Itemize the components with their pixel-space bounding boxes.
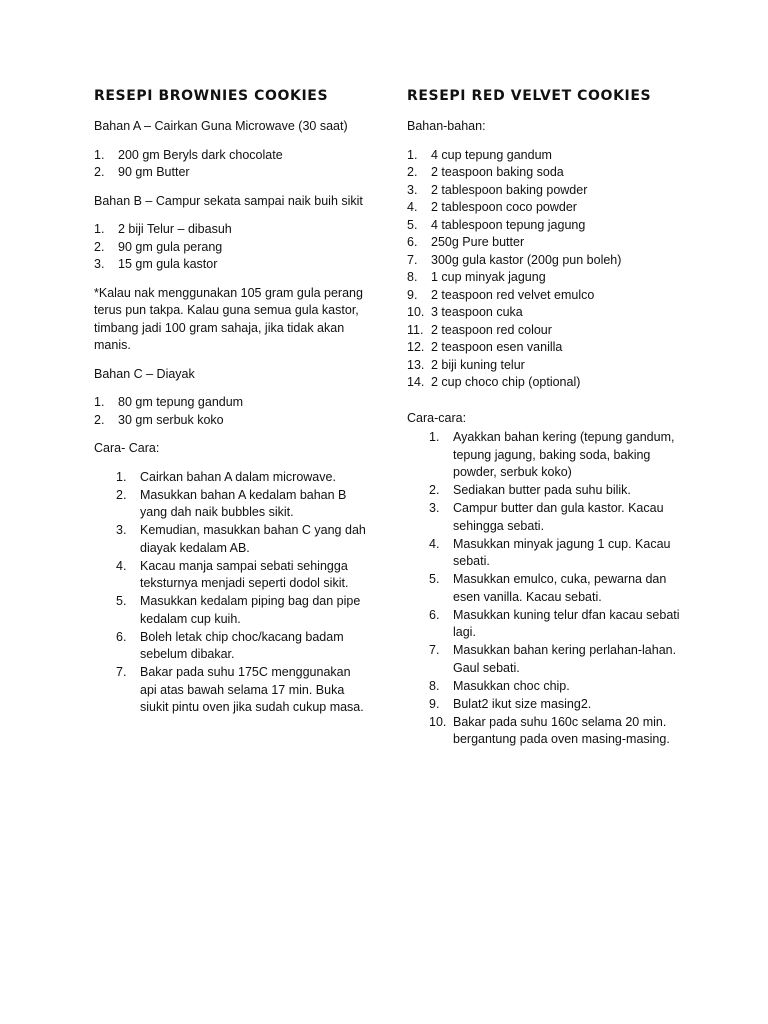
list-item-number: 2. [94, 412, 105, 427]
list-item-number: 5. [407, 217, 418, 232]
list-item [407, 217, 682, 235]
list-item-number: 4. [429, 536, 440, 551]
list-item [407, 714, 682, 749]
bahan-b-list [94, 221, 366, 274]
list-item [407, 322, 682, 340]
list-item-text: 3 teaspoon cuka [431, 305, 523, 319]
list-item-text: Bulat2 ikut size masing2. [453, 696, 592, 711]
list-item [407, 252, 682, 270]
list-item [407, 287, 682, 305]
list-item-number: 1. [94, 222, 105, 236]
list-item-number: 2. [116, 487, 127, 502]
list-item-number: 7. [429, 643, 440, 657]
list-item-text: 30 gm serbuk koko [118, 412, 224, 427]
list-item [407, 374, 682, 392]
list-item-text: Masukkan choc chip. [453, 678, 570, 693]
list-item [94, 629, 366, 664]
list-item-number: 9. [407, 287, 418, 302]
list-item-text: Masukkan bahan kering perlahan-lahan. Gaul sebati. [453, 643, 677, 675]
list-item [407, 696, 682, 714]
bahan-c-list [94, 394, 366, 429]
red-velvet-ingredients-list [407, 147, 682, 392]
red-velvet-method-heading: Cara-cara: [407, 410, 467, 425]
red-velvet-ingredients-heading: Bahan-bahan: [407, 119, 486, 133]
list-item-number: 6. [116, 629, 127, 644]
list-item [407, 304, 682, 322]
list-item-text: 2 teaspoon red velvet emulco [431, 287, 595, 302]
list-item-text: 90 gm Butter [118, 165, 190, 179]
red-velvet-title: RESEPI RED VELVET COOKIES [407, 88, 652, 104]
list-item-text: 4 cup tepung gandum [431, 147, 552, 162]
brownies-method-list [94, 469, 366, 717]
list-item [407, 500, 682, 535]
brownies-recipe-column [94, 88, 366, 728]
list-item-number: 2. [429, 483, 440, 497]
list-item [94, 147, 366, 165]
list-item [94, 487, 366, 522]
bahan-a-heading: Bahan A – Cairkan Guna Microwave (30 saat) [94, 119, 348, 133]
list-item [94, 256, 366, 274]
list-item [94, 394, 366, 412]
list-item-number: 12. [407, 340, 425, 354]
list-item [407, 339, 682, 357]
list-item-number: 6. [407, 235, 418, 249]
bahan-a-list [94, 147, 366, 182]
bahan-c-heading: Bahan C – Diayak [94, 366, 195, 381]
list-item [407, 357, 682, 375]
list-item-number: 10. [407, 305, 425, 319]
list-item-text: Campur butter dan gula kastor. Kacau sehingga sebati. [453, 501, 664, 533]
list-item [94, 522, 366, 557]
list-item-text: Masukkan emulco, cuka, pewarna dan esen vanilla. Kacau sebati. [453, 572, 667, 604]
list-item [407, 536, 682, 571]
list-item-number: 4. [116, 558, 127, 573]
red-velvet-method-list [407, 429, 682, 749]
list-item [407, 199, 682, 217]
list-item-number: 3. [116, 523, 127, 537]
list-item-text: 2 biji Telur – dibasuh [118, 222, 232, 236]
list-item-text: 4 tablespoon tepung jagung [431, 217, 586, 232]
list-item [407, 234, 682, 252]
list-item [94, 469, 366, 487]
list-item-number: 1. [116, 469, 127, 484]
list-item [407, 429, 682, 482]
list-item-text: 300g gula kastor (200g pun boleh) [431, 252, 622, 267]
list-item-number: 14. [407, 375, 425, 389]
list-item-text: Masukkan kedalam piping bag dan pipe kedalam cup kuih. [140, 594, 361, 626]
list-item-number: 11. [407, 322, 424, 337]
list-item [407, 182, 682, 200]
brownies-method-heading: Cara- Cara: [94, 441, 160, 455]
list-item-text: 2 tablespoon baking powder [431, 182, 588, 197]
list-item-number: 1. [407, 147, 418, 162]
bahan-b-heading: Bahan B – Campur sekata sampai naik buih sikit [94, 193, 363, 208]
list-item-number: 1. [429, 430, 440, 444]
list-item [407, 571, 682, 606]
list-item-text: 2 teaspoon red colour [431, 322, 552, 337]
list-item-text: 250g Pure butter [431, 235, 525, 249]
list-item-number: 10. [429, 714, 447, 729]
list-item [407, 678, 682, 696]
list-item-number: 2. [94, 239, 105, 254]
list-item [94, 221, 366, 239]
list-item-text: Ayakkan bahan kering (tepung gandum, tepung jagung, baking soda, baking powder, serbuk koko) [453, 430, 675, 479]
list-item-number: 4. [407, 200, 418, 214]
list-item-number: 1. [94, 395, 105, 409]
list-item-number: 3. [94, 257, 105, 271]
list-item-text: Bakar pada suhu 175C menggunakan api atas bawah selama 17 min. Buka siukit pintu oven jika sudah cukup masa. [140, 665, 364, 714]
list-item-text: 200 gm Beryls dark chocolate [118, 147, 283, 162]
list-item-number: 9. [429, 696, 440, 711]
list-item-number: 8. [407, 270, 418, 284]
list-item [407, 642, 682, 677]
list-item-number: 13. [407, 357, 425, 372]
list-item [407, 607, 682, 642]
list-item-text: 2 cup choco chip (optional) [431, 375, 581, 389]
list-item-number: 1. [94, 147, 105, 162]
list-item-text: 2 biji kuning telur [431, 357, 525, 372]
list-item-text: Masukkan kuning telur dfan kacau sebati lagi. [453, 607, 680, 639]
list-item-number: 2. [407, 165, 418, 179]
list-item [94, 164, 366, 182]
list-item [94, 593, 366, 628]
list-item [94, 558, 366, 593]
list-item-text: Boleh letak chip choc/kacang badam sebelum dibakar. [140, 629, 344, 661]
list-item-text: 15 gm gula kastor [118, 257, 218, 271]
list-item-number: 5. [116, 594, 127, 608]
list-item-text: 2 tablespoon coco powder [431, 200, 577, 214]
list-item [407, 482, 682, 500]
list-item [407, 164, 682, 182]
list-item-number: 2. [94, 165, 105, 179]
list-item-text: Masukkan minyak jagung 1 cup. Kacau sebati. [453, 536, 671, 568]
list-item-text: 2 teaspoon baking soda [431, 165, 564, 179]
list-item-text: Cairkan bahan A dalam microwave. [140, 469, 336, 484]
list-item-number: 6. [429, 607, 440, 622]
list-item-text: 2 teaspoon esen vanilla [431, 340, 563, 354]
list-item-text: 80 gm tepung gandum [118, 395, 244, 409]
red-velvet-recipe-column [407, 88, 682, 760]
list-item [94, 412, 366, 430]
list-item-number: 7. [407, 252, 418, 267]
list-item-text: Sediakan butter pada suhu bilik. [453, 483, 631, 497]
list-item-text: Kacau manja sampai sebati sehingga teksturnya menjadi seperti dodol sikit. [140, 558, 349, 590]
list-item-number: 3. [407, 182, 418, 197]
list-item-number: 5. [429, 572, 440, 586]
list-item-text: Bakar pada suhu 160c selama 20 min. bergantung pada oven masing-masing. [453, 714, 670, 746]
list-item [94, 239, 366, 257]
list-item-text: 90 gm gula perang [118, 239, 223, 254]
sugar-note: *Kalau nak menggunakan 105 gram gula perang terus pun takpa. Kalau guna semua gula kastor, timbang jadi 100 gram sahaja, jika tidak akan manis. [94, 285, 363, 352]
list-item-number: 3. [429, 501, 440, 515]
list-item-number: 8. [429, 678, 440, 693]
list-item-text: Masukkan bahan A kedalam bahan B yang dah naik bubbles sikit. [140, 487, 347, 519]
list-item [407, 269, 682, 287]
list-item [407, 147, 682, 165]
list-item-number: 7. [116, 665, 127, 679]
list-item-text: 1 cup minyak jagung [431, 270, 546, 284]
list-item-text: Kemudian, masukkan bahan C yang dah diayak kedalam AB. [140, 523, 366, 555]
list-item [94, 664, 366, 717]
brownies-title: RESEPI BROWNIES COOKIES [94, 88, 329, 104]
